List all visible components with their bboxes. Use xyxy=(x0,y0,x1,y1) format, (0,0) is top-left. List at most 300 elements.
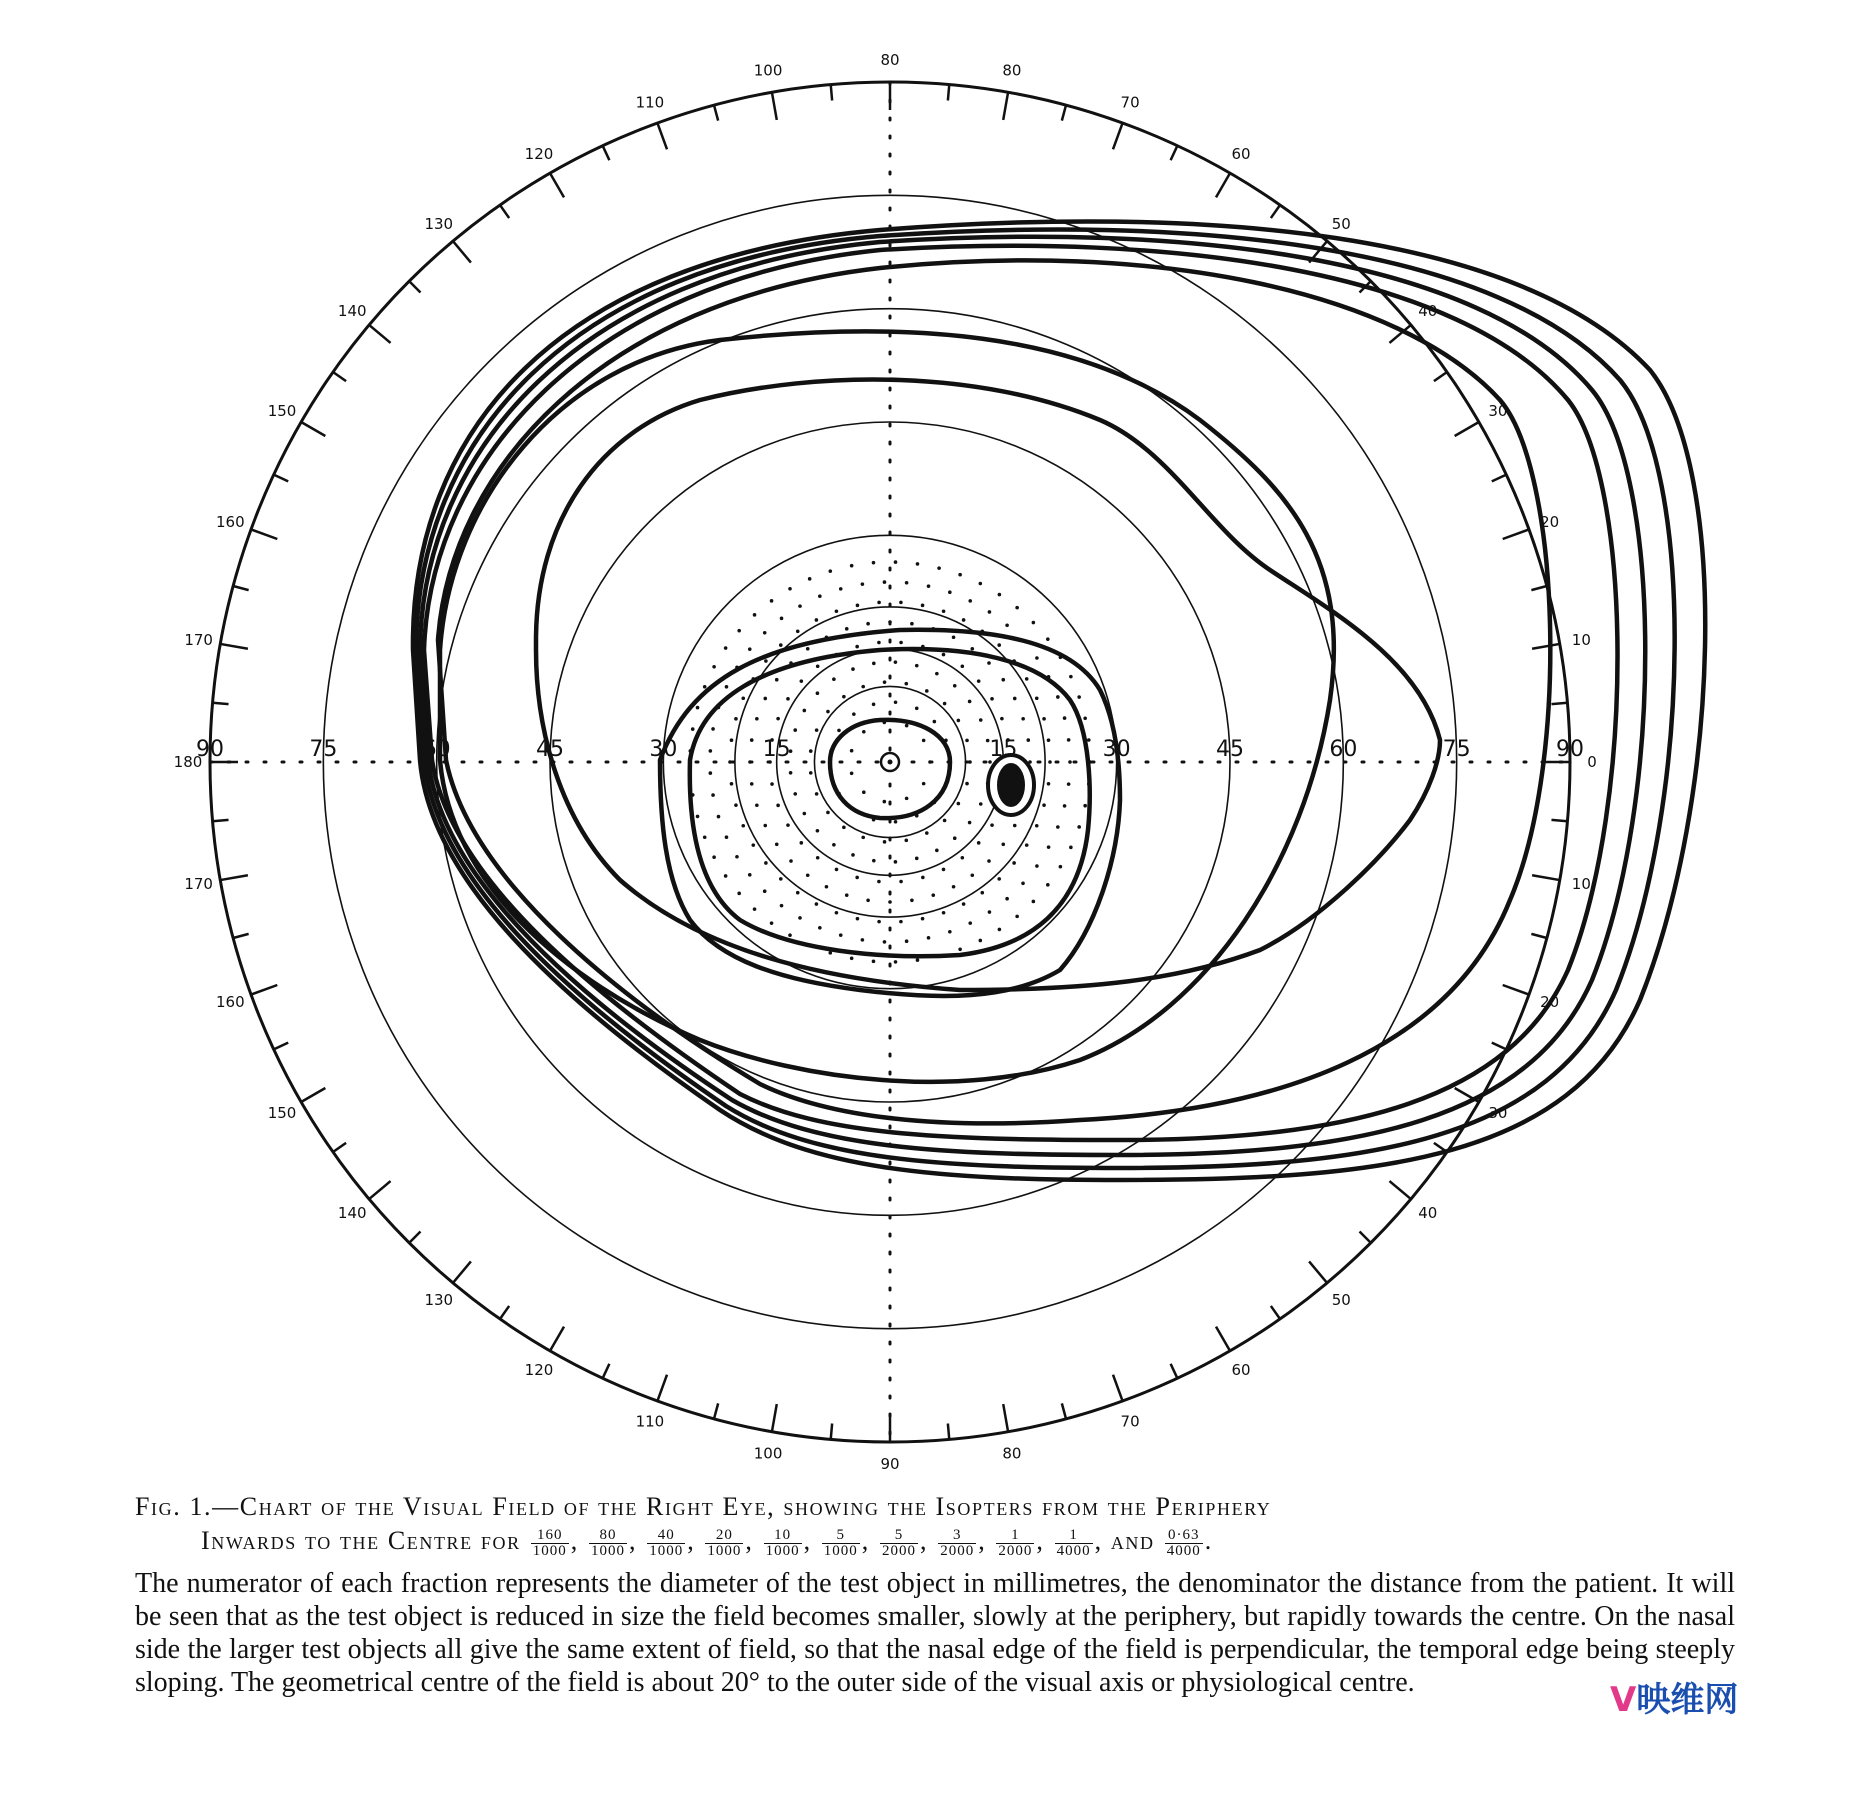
grid-dot xyxy=(1069,675,1073,679)
grid-dot xyxy=(850,564,854,568)
grid-dot xyxy=(958,573,962,577)
fraction-numerator: 1 xyxy=(1055,1528,1093,1544)
grid-dot xyxy=(775,842,779,846)
grid-dot xyxy=(894,700,898,704)
grid-dot xyxy=(763,824,767,828)
radius-label: 60 xyxy=(1329,737,1358,762)
grid-dot xyxy=(815,902,819,906)
grid-dot xyxy=(776,717,780,721)
grid-dot xyxy=(883,580,887,584)
grid-dot xyxy=(948,590,952,594)
grid-dot xyxy=(953,684,957,688)
grid-dot xyxy=(826,811,830,815)
grid-dot xyxy=(927,584,931,588)
grid-dot xyxy=(1047,845,1051,849)
grid-dot xyxy=(825,885,829,889)
grid-dot xyxy=(1026,738,1030,742)
grid-dot xyxy=(1015,606,1019,610)
fraction-denominator: 1000 xyxy=(532,1542,567,1559)
grid-dot xyxy=(789,771,793,775)
grid-dot xyxy=(921,604,925,608)
grid-dot xyxy=(968,700,972,704)
grid-dot xyxy=(709,771,713,775)
grid-dot xyxy=(979,802,983,806)
grid-dot xyxy=(815,792,819,796)
grid-dot xyxy=(816,664,820,668)
grid-dot xyxy=(980,891,984,895)
angle-label: 40 xyxy=(1418,1204,1438,1223)
grid-dot xyxy=(776,804,780,808)
grid-dot xyxy=(1083,716,1087,720)
tick-135 xyxy=(409,281,420,292)
grid-dot xyxy=(928,760,932,764)
grid-dot xyxy=(861,938,865,942)
grid-dot xyxy=(798,604,802,608)
grid-dot xyxy=(770,782,774,786)
grid-dot xyxy=(750,738,754,742)
grid-dot xyxy=(780,904,784,908)
tick-165 xyxy=(233,586,248,590)
tick-170 xyxy=(220,644,248,649)
grid-dot xyxy=(1059,865,1063,869)
radius-label: 60 xyxy=(422,737,451,762)
angle-label: 110 xyxy=(635,93,665,112)
grid-dot xyxy=(968,599,972,603)
angle-label: 60 xyxy=(1231,1360,1251,1379)
grid-dot xyxy=(803,709,807,713)
fraction-denominator: 4000 xyxy=(1056,1542,1091,1559)
radius-label: 90 xyxy=(196,737,224,762)
grid-dot xyxy=(1032,621,1036,625)
tick-25 xyxy=(1492,475,1507,482)
grid-dot xyxy=(728,760,732,764)
grid-dot xyxy=(852,712,856,716)
grid-dot xyxy=(904,682,908,686)
grid-dot xyxy=(1012,861,1016,865)
grid-dot xyxy=(910,622,914,626)
watermark-v: V xyxy=(1610,1680,1637,1720)
radius-label: 30 xyxy=(1102,737,1131,762)
fraction-denominator: 1000 xyxy=(823,1542,858,1559)
grid-dot xyxy=(1013,824,1017,828)
fraction-denominator: 2000 xyxy=(940,1542,975,1559)
angle-label: 80 xyxy=(1002,1444,1022,1463)
grid-dot xyxy=(977,841,981,845)
angle-label: 150 xyxy=(267,402,297,420)
grid-dot xyxy=(1067,782,1071,786)
tick-10 xyxy=(1532,644,1560,649)
grid-dot xyxy=(925,831,929,835)
isopter-fraction xyxy=(764,1528,802,1559)
fraction-numerator: 20 xyxy=(705,1528,743,1544)
caption-title-line2-text: Inwards to the Centre for xyxy=(201,1526,521,1555)
grid-dot xyxy=(883,800,887,804)
grid-dot xyxy=(925,689,929,693)
grid-dot xyxy=(915,706,919,710)
angle-label: 10 xyxy=(1571,631,1591,650)
grid-dot xyxy=(922,739,926,743)
fixation-center xyxy=(888,760,893,765)
tick-265 xyxy=(831,1423,832,1439)
grid-dot xyxy=(779,643,783,647)
grid-dot xyxy=(798,916,802,920)
radius-label: 15 xyxy=(989,737,1018,762)
angle-label: 50 xyxy=(1331,215,1351,234)
tick-150 xyxy=(301,422,325,436)
grid-dot xyxy=(748,873,752,877)
grid-dot xyxy=(725,835,729,839)
grid-dot xyxy=(770,921,774,925)
grid-dot xyxy=(1069,846,1073,850)
radius-label: 30 xyxy=(649,737,678,762)
grid-dot xyxy=(877,601,881,605)
grid-dot xyxy=(691,727,695,731)
angle-label: 180 xyxy=(173,753,203,771)
angle-label: 80 xyxy=(1002,61,1022,80)
angle-label: 120 xyxy=(524,145,554,164)
grid-dot xyxy=(826,710,830,714)
grid-dot xyxy=(957,802,961,806)
grid-dot xyxy=(942,609,946,613)
angle-label: 90 xyxy=(880,1455,900,1473)
fraction-numerator: 5 xyxy=(880,1528,918,1544)
grid-dot xyxy=(1021,717,1025,721)
grid-dot xyxy=(1025,843,1029,847)
grid-dot xyxy=(877,920,881,924)
angle-label: 50 xyxy=(1331,1290,1351,1309)
caption-title-line2: Inwards to the Centre for $\frac{160}{1000}$ , $\frac{80}{1000}$ , $\frac{40}{1000}$ , $\frac{20}{1000}$ , $\frac{10}{1000}$ , $\frac{5}{1000}$ , $\frac{5}{2000}$ , $\frac{3}{2000}$ , $\frac{1}{2000}$ , $\frac{1}{4000}$ , and $\frac{0\cdot 63}{4000}$ . xyxy=(201,1526,1213,1559)
grid-dot xyxy=(850,956,854,960)
tick-85 xyxy=(948,85,949,101)
tick-155 xyxy=(274,475,289,482)
angle-label: 110 xyxy=(635,1412,665,1431)
grid-dot xyxy=(712,665,716,669)
tick-320 xyxy=(1389,1181,1410,1199)
grid-dot xyxy=(1021,881,1025,885)
caption-body: The numerator of each fraction represents the diameter of the test object in millimetres, the denominator the distance from the patient. It will be seen that as the test object is reduced in size the field becomes smaller, slowly at the periphery, but rapidly towards the centre. On the nasal side the larger test objects all give the same extent of field, so that the nasal edge of the field is perpendicular, the temporal edge being steeply sloping. The geometrical centre of the field is about 20° to the outer side of the visual axis or physiological centre. xyxy=(135,1567,1735,1698)
grid-dot xyxy=(970,873,974,877)
grid-dot xyxy=(935,672,939,676)
tick-250 xyxy=(657,1375,667,1401)
tick-255 xyxy=(714,1403,718,1418)
tick-245 xyxy=(603,1364,610,1379)
angle-label: 160 xyxy=(216,512,245,531)
grid-dot xyxy=(842,826,846,830)
grid-dot xyxy=(899,920,903,924)
grid-dot xyxy=(1035,696,1039,700)
caption-title-line1: Fig. 1.—Chart of the Visual Field of the Right Eye, showing the Isopters from the Periphery xyxy=(135,1492,1272,1521)
grid-dot xyxy=(872,561,876,565)
grid-dot xyxy=(696,815,700,819)
grid-dot xyxy=(899,641,903,645)
grid-dot xyxy=(883,940,887,944)
grid-dot xyxy=(711,793,715,797)
grid-dot xyxy=(935,849,939,853)
grid-dot xyxy=(943,819,947,823)
tick-125 xyxy=(500,205,509,218)
grid-dot xyxy=(965,782,969,786)
grid-dot xyxy=(748,760,752,764)
tick-275 xyxy=(948,1423,949,1439)
grid-dot xyxy=(916,562,920,566)
tick-210 xyxy=(301,1088,325,1102)
grid-dot xyxy=(1046,883,1050,887)
angle-label: 30 xyxy=(1488,402,1508,420)
fraction-numerator: 5 xyxy=(822,1528,860,1544)
tick-225 xyxy=(409,1232,420,1243)
grid-dot xyxy=(753,907,757,911)
tick-195 xyxy=(233,934,248,938)
grid-dot xyxy=(943,702,947,706)
grid-dot xyxy=(800,841,804,845)
grid-dot xyxy=(793,792,797,796)
grid-dot xyxy=(1063,716,1067,720)
grid-dot xyxy=(1068,760,1072,764)
isopter-fraction xyxy=(880,1528,918,1559)
grid-dot xyxy=(850,771,854,775)
grid-dot xyxy=(877,880,881,884)
grid-dot xyxy=(724,874,728,878)
grid-dot xyxy=(741,824,745,828)
grid-dot xyxy=(968,921,972,925)
tick-20 xyxy=(1503,529,1529,539)
grid-dot xyxy=(815,618,819,622)
radius-label: 45 xyxy=(1216,737,1244,762)
grid-dot xyxy=(958,948,962,952)
grid-dot xyxy=(1015,915,1019,919)
grid-dot xyxy=(997,877,1001,881)
grid-dot xyxy=(883,840,887,844)
tick-70 xyxy=(1113,123,1123,149)
caption-and-word: and xyxy=(1110,1526,1155,1555)
fraction-denominator: 2000 xyxy=(998,1542,1033,1559)
tick-5 xyxy=(1551,703,1567,704)
grid-dot xyxy=(845,627,849,631)
grid-dot xyxy=(931,893,935,897)
grid-dot xyxy=(775,678,779,682)
tick-200 xyxy=(251,985,277,995)
grid-dot xyxy=(839,587,843,591)
grid-dot xyxy=(753,613,757,617)
grid-dot xyxy=(764,861,768,865)
watermark-text: 映维网 xyxy=(1636,1680,1739,1720)
grid-dot xyxy=(1032,900,1036,904)
watermark-logo xyxy=(1610,1672,1738,1721)
fraction-denominator: 4000 xyxy=(1166,1542,1201,1559)
angle-label: 10 xyxy=(1571,874,1591,893)
grid-dot xyxy=(905,939,909,943)
grid-dot xyxy=(1077,825,1081,829)
grid-dot xyxy=(1001,678,1005,682)
grid-dot xyxy=(725,685,729,689)
tick-205 xyxy=(274,1043,289,1050)
isopter-fraction xyxy=(996,1528,1034,1559)
angle-label: 170 xyxy=(184,874,213,893)
grid-dot xyxy=(1087,738,1091,742)
grid-dot xyxy=(948,930,952,934)
grid-dot xyxy=(842,695,846,699)
grid-dot xyxy=(850,749,854,753)
grid-dot xyxy=(942,868,946,872)
grid-dot xyxy=(832,843,836,847)
angle-label: 70 xyxy=(1120,93,1140,112)
grid-dot xyxy=(877,641,881,645)
grid-dot xyxy=(763,889,767,893)
grid-dot xyxy=(741,696,745,700)
fraction-numerator: 160 xyxy=(531,1528,569,1544)
grid-dot xyxy=(1005,897,1009,901)
isopter-fraction xyxy=(938,1528,976,1559)
grid-dot xyxy=(933,720,937,724)
grid-dot xyxy=(988,610,992,614)
grid-dot xyxy=(957,719,961,723)
grid-dot xyxy=(750,782,754,786)
grid-dot xyxy=(763,697,767,701)
grid-dot xyxy=(845,893,849,897)
grid-dot xyxy=(894,860,898,864)
tick-80 xyxy=(1003,92,1008,120)
grid-dot xyxy=(796,629,800,633)
grid-dot xyxy=(952,635,956,639)
grid-dot xyxy=(1035,864,1039,868)
grid-dot xyxy=(894,820,898,824)
grid-dot xyxy=(806,647,810,651)
grid-dot xyxy=(788,587,792,591)
grid-dot xyxy=(711,727,715,731)
isopter-5-2000 xyxy=(536,380,1440,990)
grid-dot xyxy=(866,898,870,902)
grid-dot xyxy=(998,593,1002,597)
grid-dot xyxy=(730,738,734,742)
tick-295 xyxy=(1171,1364,1178,1379)
grid-dot xyxy=(977,679,981,683)
caption-title xyxy=(135,1490,1735,1559)
grid-dot xyxy=(952,885,956,889)
grid-dot xyxy=(942,911,946,915)
fraction-numerator: 1 xyxy=(996,1528,1034,1544)
grid-dot xyxy=(780,617,784,621)
fraction-numerator: 3 xyxy=(938,1528,976,1544)
grid-dot xyxy=(1001,842,1005,846)
grid-dot xyxy=(818,594,822,598)
tick-280 xyxy=(1003,1404,1008,1432)
fraction-denominator: 1000 xyxy=(707,1542,742,1559)
grid-dot xyxy=(979,718,983,722)
grid-dot xyxy=(883,680,887,684)
angle-label: 130 xyxy=(424,215,454,234)
grid-dot xyxy=(988,910,992,914)
isopter-fraction xyxy=(705,1528,743,1559)
grid-dot xyxy=(770,599,774,603)
grid-dot xyxy=(788,933,792,937)
tick-305 xyxy=(1271,1306,1280,1319)
grid-dot xyxy=(815,728,819,732)
grid-dot xyxy=(1077,695,1081,699)
grid-dot xyxy=(808,577,812,581)
angle-label: 40 xyxy=(1418,301,1438,320)
tick-340 xyxy=(1503,985,1529,995)
grid-dot xyxy=(816,691,820,695)
blind-spot-fill xyxy=(997,763,1025,807)
grid-dot xyxy=(872,960,876,964)
tick-235 xyxy=(500,1306,509,1319)
grid-dot xyxy=(953,836,957,840)
radius-label: 75 xyxy=(309,737,338,762)
tick-75 xyxy=(1062,105,1066,120)
grid-dot xyxy=(839,933,843,937)
last-fraction xyxy=(1165,1528,1203,1559)
grid-dot xyxy=(888,620,892,624)
angle-label: 20 xyxy=(1540,993,1560,1012)
isopter-fractions: $\frac{160}{1000}$ , $\frac{80}{1000}$ , $\frac{40}{1000}$ , $\frac{20}{1000}$ , $\frac{10}{1000}$ , $\frac{5}{1000}$ , $\frac{5}{2000}$ , $\frac{3}{2000}$ , $\frac{1}{2000}$ , $\frac{1}{4000}$ , xyxy=(532,1526,1111,1559)
angle-label: 80 xyxy=(880,51,900,69)
grid-dot xyxy=(856,917,860,921)
grid-dot xyxy=(755,717,759,721)
grid-dot xyxy=(734,717,738,721)
grid-dot xyxy=(764,659,768,663)
grid-dot xyxy=(990,697,994,701)
grid-dot xyxy=(998,928,1002,932)
grid-dot xyxy=(894,560,898,564)
grid-dot xyxy=(803,812,807,816)
tick-335 xyxy=(1492,1043,1507,1050)
grid-dot xyxy=(1042,803,1046,807)
grid-dot xyxy=(856,604,860,608)
angle-label: 170 xyxy=(184,631,213,650)
grid-dot xyxy=(866,622,870,626)
fraction-denominator: 2000 xyxy=(882,1542,916,1559)
grid-dot xyxy=(837,729,841,733)
grid-dot xyxy=(915,857,919,861)
tick-220 xyxy=(369,1181,390,1199)
tick-60 xyxy=(1216,173,1230,197)
tick-190 xyxy=(220,875,248,880)
tick-120 xyxy=(550,173,564,197)
grid-dot xyxy=(937,566,941,570)
grid-dot xyxy=(862,730,866,734)
grid-dot xyxy=(1025,677,1029,681)
grid-dot xyxy=(730,782,734,786)
angle-label: 60 xyxy=(1231,145,1251,164)
grid-dot xyxy=(968,821,972,825)
tick-65 xyxy=(1171,146,1178,161)
grid-dot xyxy=(915,664,919,668)
grid-dot xyxy=(862,790,866,794)
grid-dot xyxy=(1047,738,1051,742)
grid-dot xyxy=(703,685,707,689)
fraction-denominator: 1000 xyxy=(590,1542,625,1559)
grid-dot xyxy=(979,939,983,943)
grid-dot xyxy=(755,803,759,807)
fraction-denominator: 1000 xyxy=(765,1542,800,1559)
grid-dot xyxy=(724,646,728,650)
tick-30 xyxy=(1455,422,1479,436)
grid-dot xyxy=(748,647,752,651)
grid-dot xyxy=(832,677,836,681)
isopter-80-1000 xyxy=(416,229,1675,1168)
grid-dot xyxy=(855,645,859,649)
grid-dot xyxy=(696,706,700,710)
tick-55 xyxy=(1271,205,1280,218)
grid-dot xyxy=(987,661,991,665)
tick-355 xyxy=(1551,820,1567,821)
grid-dot xyxy=(735,855,739,859)
fraction-numerator: 0·63 xyxy=(1165,1528,1203,1544)
grid-dot xyxy=(962,902,966,906)
isopter-fraction xyxy=(1055,1528,1093,1559)
tick-115 xyxy=(603,146,610,161)
grid-dot xyxy=(828,569,832,573)
